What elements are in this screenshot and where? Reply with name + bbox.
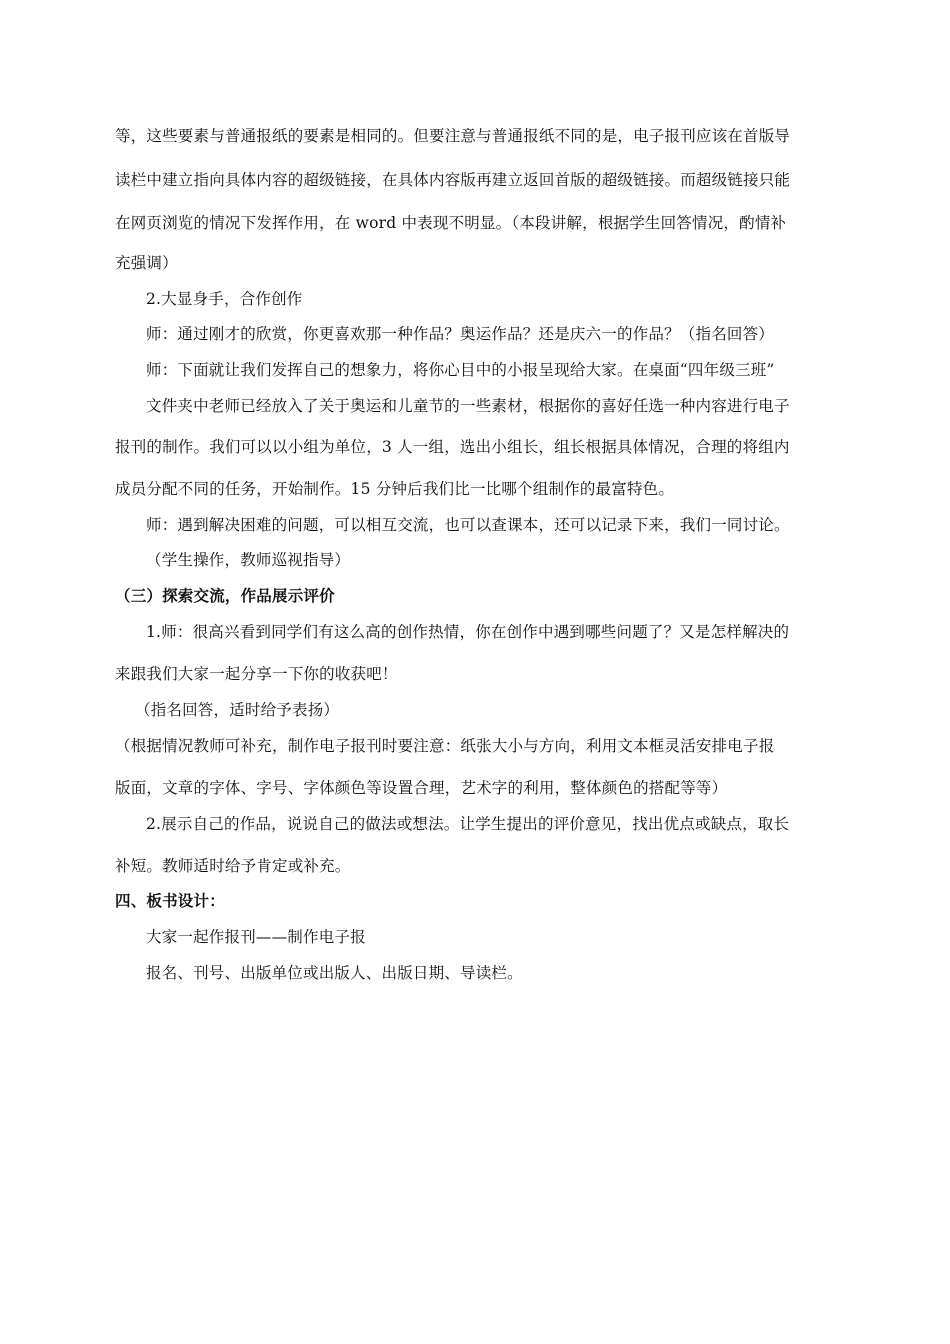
paragraph-line-2: 读栏中建立指向具体内容的超级链接，在具体内容版再建立返回首版的超级链接。而超级链接只能 xyxy=(115,171,791,189)
teacher-instruction-line-4: 成员分配不同的任务，开始制作。15 分钟后我们比一比哪个组制作的最富特色。 xyxy=(115,480,675,498)
board-title-line: 大家一起作报刊——制作电子报 xyxy=(146,928,366,946)
paragraph-line-3: 在网页浏览的情况下发挥作用，在 word 中表现不明显。（本段讲解，根据学生回答情况，酌情补 xyxy=(115,214,787,232)
board-elements-line: 报名、刊号、出版单位或出版人、出版日期、导读栏。 xyxy=(146,964,523,982)
praise-note: （指名回答，适时给予表扬） xyxy=(135,701,340,719)
section-heading-board-design: 四、板书设计： xyxy=(115,891,225,910)
exchange-line-2: 来跟我们大家一起分享一下你的收获吧！ xyxy=(115,665,398,683)
show-work-line-2: 补短。教师适时给予肯定或补充。 xyxy=(115,857,351,875)
student-operation-note: （学生操作，教师巡视指导） xyxy=(146,551,351,569)
teacher-instruction-line-1: 师：下面就让我们发挥自己的想象力，将你心目中的小报呈现给大家。在桌面“四年级三班” xyxy=(146,361,775,379)
paragraph-line-4: 充强调） xyxy=(115,254,178,272)
show-work-line-1: 2.展示自己的作品，说说自己的做法或想法。让学生提出的评价意见，找出优点或缺点，取长 xyxy=(146,815,790,833)
section-heading-exchange: （三）探索交流，作品展示评价 xyxy=(115,586,335,605)
teacher-instruction-line-2: 文件夹中老师已经放入了关于奥运和儿童节的一些素材，根据你的喜好任选一种内容进行电子 xyxy=(146,397,790,415)
section-heading-create: 2.大显身手，合作创作 xyxy=(146,290,303,308)
teacher-discussion-line: 师：遇到解决困难的问题，可以相互交流，也可以查课本，还可以记录下来，我们一同讨论。 xyxy=(146,516,790,534)
supplement-line-2: 版面，文章的字体、字号、字体颜色等设置合理，艺术字的利用，整体颜色的搭配等等） xyxy=(115,779,728,797)
paragraph-line-1: 等，这些要素与普通报纸的要素是相同的。但要注意与普通报纸不同的是，电子报刊应该在首版导 xyxy=(115,127,791,145)
exchange-line-1: 1.师：很高兴看到同学们有这么高的创作热情，你在创作中遇到哪些问题了？又是怎样解决的 xyxy=(146,623,790,641)
teacher-question-line: 师：通过刚才的欣赏，你更喜欢那一种作品？奥运作品？还是庆六一的作品？（指名回答） xyxy=(146,325,775,343)
teacher-instruction-line-3: 报刊的制作。我们可以以小组为单位，3 人一组，选出小组长，组长根据具体情况，合理的将组内 xyxy=(115,438,790,456)
supplement-line-1: （根据情况教师可补充，制作电子报刊时要注意：纸张大小与方向，利用文本框灵活安排电子报 xyxy=(115,737,775,755)
